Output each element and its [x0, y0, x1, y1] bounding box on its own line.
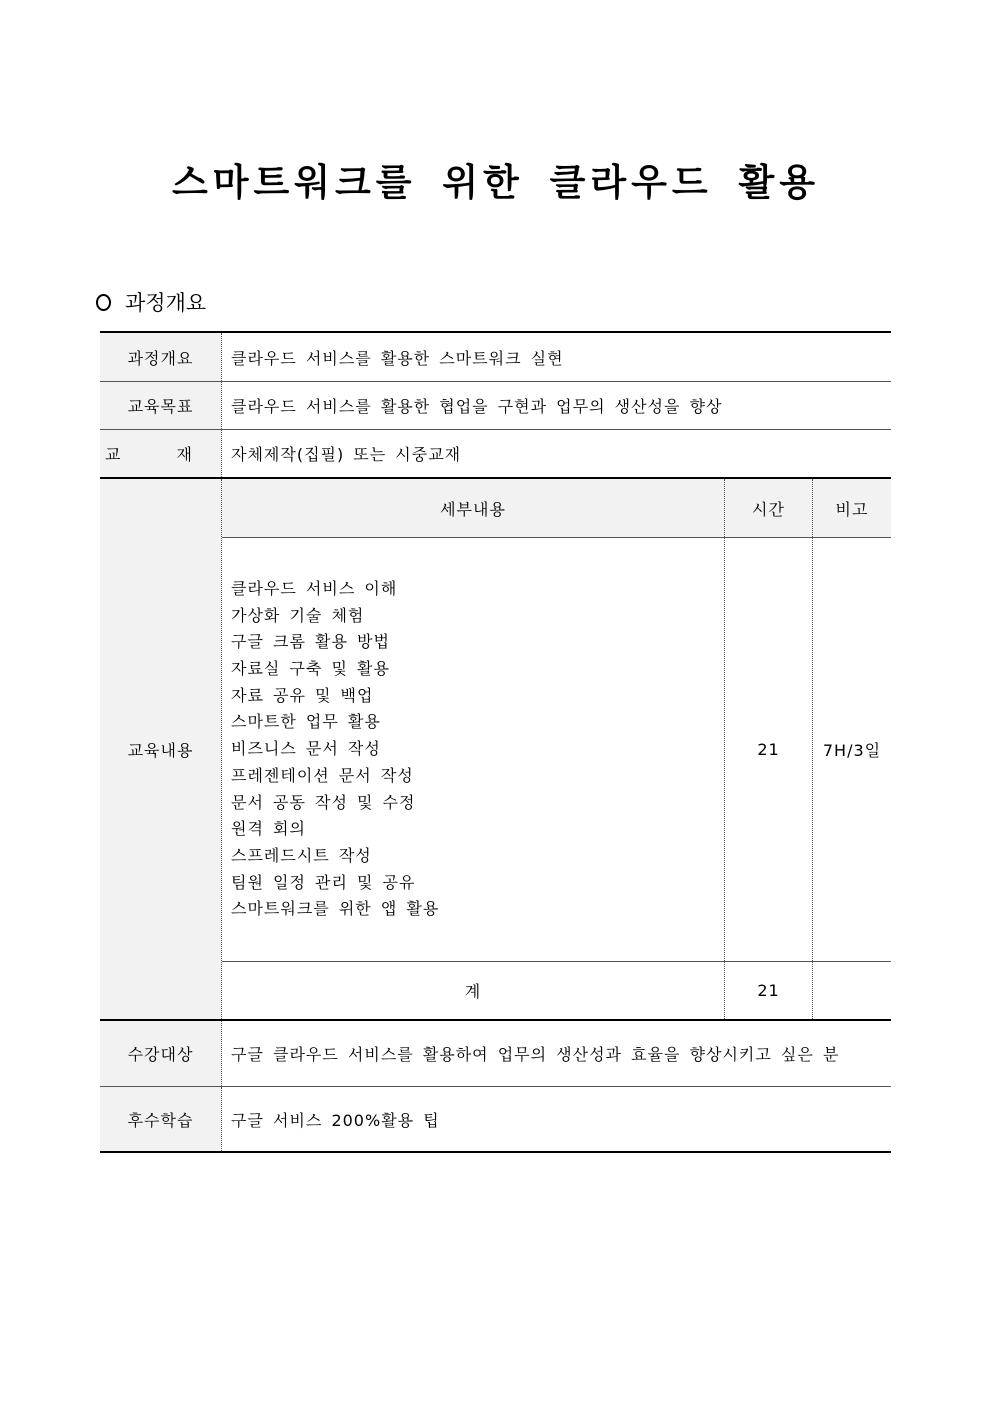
total-time: 21	[725, 962, 813, 1020]
topic-item: 팀원 일정 관리 및 공유	[231, 872, 416, 892]
total-label: 계	[464, 982, 482, 1001]
topic-item: 가상화 기술 체험	[231, 605, 365, 625]
topic-item: 스마트한 업무 활용	[231, 712, 381, 732]
material-value: 자체제작(집필) 또는 시중교재	[222, 430, 892, 479]
section-heading	[96, 287, 206, 317]
circle-bullet-icon	[96, 294, 111, 311]
followup-label: 후수학습	[100, 1087, 222, 1153]
topic-item: 구글 크롬 활용 방법	[231, 632, 390, 652]
topic-item: 스프레드시트 작성	[231, 845, 372, 865]
content-detail-cell	[222, 478, 892, 1020]
time-header: 시간	[725, 479, 813, 538]
detail-header: 세부내용	[222, 479, 725, 538]
topic-list	[222, 538, 725, 962]
course-label: 과정개요	[100, 332, 222, 382]
content-row	[100, 478, 891, 1020]
goal-label: 교육목표	[100, 382, 222, 430]
total-note	[813, 962, 892, 1020]
document-title: 스마트워크를 위한 클라우드 활용	[171, 161, 821, 204]
material-row	[100, 430, 891, 479]
note-header: 비고	[813, 479, 892, 538]
topic-item: 문서 공동 작성 및 수정	[231, 792, 416, 812]
content-detail-table	[222, 479, 891, 1019]
topic-item: 원격 회의	[231, 819, 306, 839]
content-header-row	[222, 479, 891, 538]
section-heading-text: 과정개요	[125, 291, 207, 315]
topic-item: 자료 공유 및 백업	[231, 685, 374, 705]
goal-value: 클라우드 서비스를 활용한 협업을 구현과 업무의 생산성을 향상	[222, 382, 892, 430]
content-note: 7H/3일	[813, 538, 892, 962]
followup-value: 구글 서비스 200%활용 팁	[222, 1087, 892, 1153]
course-value: 클라우드 서비스를 활용한 스마트워크 실현	[222, 332, 892, 382]
topic-item: 스마트워크를 위한 앱 활용	[231, 899, 440, 919]
target-label: 수강대상	[100, 1020, 222, 1087]
followup-row	[100, 1087, 891, 1153]
course-row	[100, 332, 891, 382]
topic-item: 비즈니스 문서 작성	[231, 739, 381, 759]
goal-row	[100, 382, 891, 430]
content-time: 21	[725, 538, 813, 962]
content-body-row	[222, 538, 891, 962]
target-value: 구글 클라우드 서비스를 활용하여 업무의 생산성과 효율을 향상시키고 싶은 분	[222, 1020, 892, 1087]
course-overview-table	[100, 331, 891, 1153]
material-label: 교 재	[100, 430, 222, 479]
topic-item: 클라우드 서비스 이해	[231, 578, 398, 598]
topic-item: 자료실 구축 및 활용	[231, 659, 390, 679]
content-label: 교육내용	[100, 478, 222, 1020]
total-row	[222, 962, 891, 1020]
target-row	[100, 1020, 891, 1087]
topic-item: 프레젠테이션 문서 작성	[231, 765, 414, 785]
